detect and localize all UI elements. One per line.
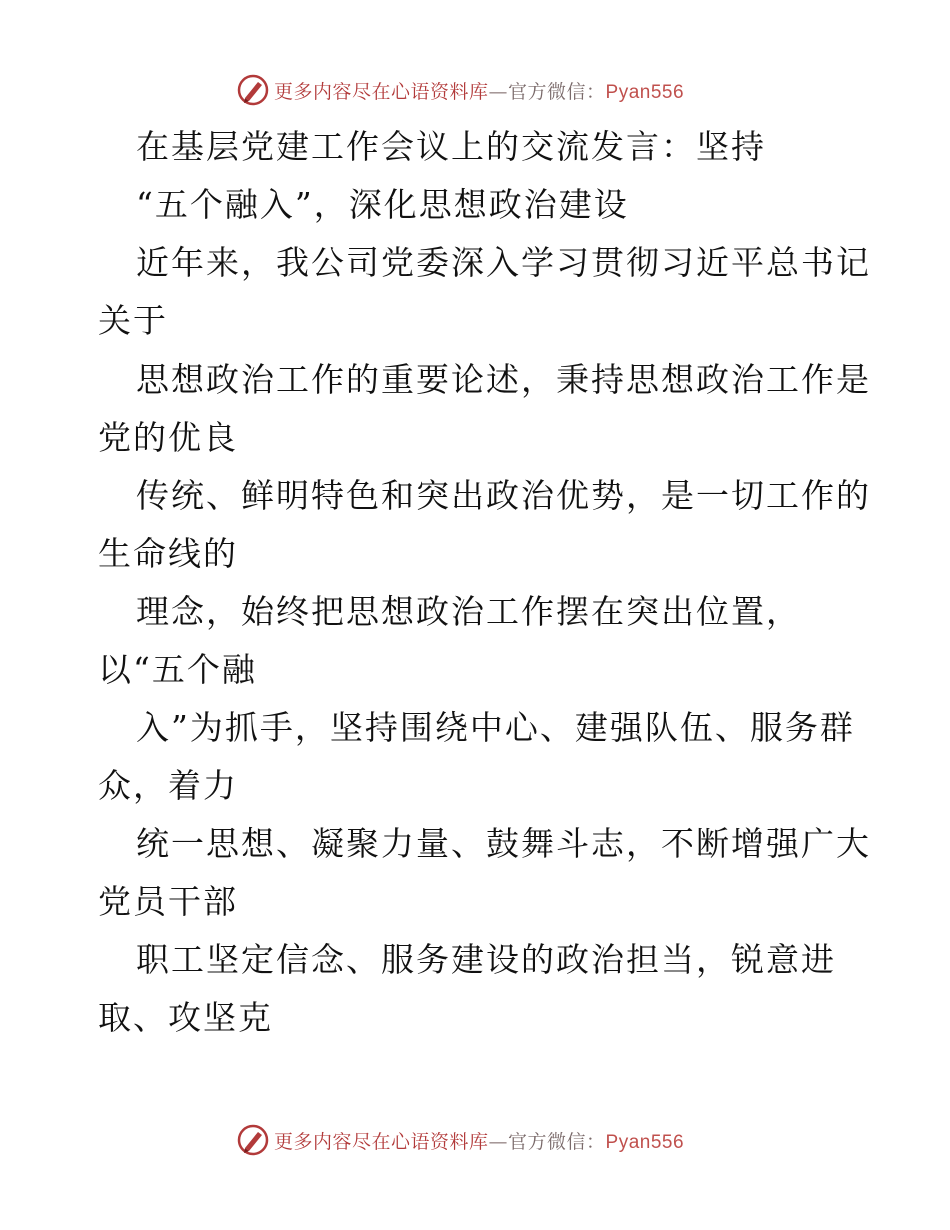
body-line: 取、攻坚克 [98, 998, 273, 1037]
body-line: 入”为抓手，坚持围绕中心、建强队伍、服务群 [136, 708, 855, 747]
body-line: 职工坚定信念、服务建设的政治担当，锐意进 [136, 940, 836, 979]
body-line: 传统、鲜明特色和突出政治优势，是一切工作的 [136, 476, 871, 515]
watermark-separator: — [488, 80, 509, 103]
watermark-wechat-label: 官方微信： [508, 80, 606, 103]
body-line: 思想政治工作的重要论述，秉持思想政治工作是 [136, 360, 871, 399]
body-line: 以“五个融 [98, 650, 257, 689]
watermark-wechat-id: Pyan556 [605, 81, 685, 103]
body-line: 党的优良 [98, 418, 238, 457]
watermark-site-text: 更多内容尽在心语资料库 [274, 1130, 489, 1153]
body-line: 近年来，我公司党委深入学习贯彻习近平总书记 [136, 243, 871, 282]
body-line: 理念，始终把思想政治工作摆在突出位置， [136, 592, 801, 631]
body-line: 众，着力 [98, 766, 238, 805]
body-line: 统一思想、凝聚力量、鼓舞斗志，不断增强广大 [136, 824, 871, 863]
watermark-site-text: 更多内容尽在心语资料库 [274, 80, 489, 103]
header-watermark [236, 72, 716, 108]
footer-watermark [236, 1122, 716, 1158]
body-line: 生命线的 [98, 534, 238, 573]
document-title-line-1: 在基层党建工作会议上的交流发言：坚持 [136, 127, 766, 166]
body-line: 党员干部 [98, 882, 238, 921]
watermark-wechat-id: Pyan556 [605, 1131, 685, 1153]
body-line: 关于 [98, 301, 168, 340]
pen-logo-icon [236, 73, 270, 107]
document-title-line-2: “五个融入”，深化思想政治建设 [136, 185, 629, 224]
pen-logo-icon [236, 1123, 270, 1157]
watermark-wechat-label: 官方微信： [508, 1130, 606, 1153]
watermark-separator: — [488, 1130, 509, 1153]
